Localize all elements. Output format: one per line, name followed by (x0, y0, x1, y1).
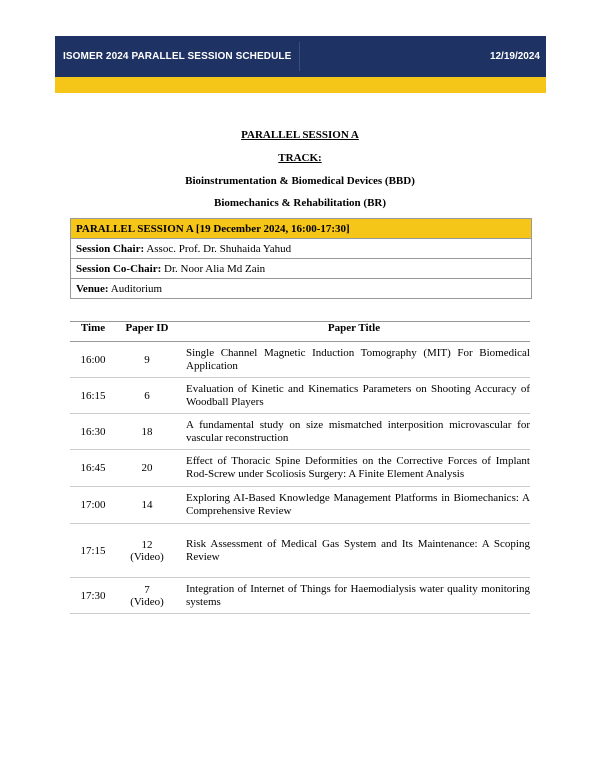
row-time: 17:30 (70, 578, 116, 614)
table-row (70, 414, 530, 450)
session-banner: PARALLEL SESSION A [19 December 2024, 16:00-17:30] (71, 219, 532, 239)
venue-value: Auditorium (110, 282, 163, 295)
chair-label: Session Chair: (76, 242, 145, 255)
row-time: 16:00 (70, 342, 116, 378)
row-paper-title: Effect of Thoracic Spine Deformities on the Corrective Forces of Implant Rod-Screw under Scoliosis Surgery: A Finite Element Analysis (178, 450, 530, 487)
chair-value: Assoc. Prof. Dr. Shuhaida Yahud (146, 242, 292, 255)
row-time: 17:00 (70, 487, 116, 524)
row-time: 16:30 (70, 414, 116, 450)
column-header-paper-title: Paper Title (178, 322, 530, 342)
row-paper-title: Integration of Internet of Things for Haemodialysis water quality monitoring systems (178, 578, 530, 614)
track-name-1: Bioinstrumentation & Biomedical Devices (BBD) (185, 175, 415, 187)
row-paper-title: A fundamental study on size mismatched interposition microvascular for vascular reconstruction (178, 414, 530, 450)
row-paper-id: 18 (116, 414, 178, 450)
schedule-header-row (70, 322, 530, 342)
row-paper-title: Risk Assessment of Medical Gas System and Its Maintenance: A Scoping Review (178, 524, 530, 578)
row-paper-title: Exploring AI-Based Knowledge Management Platforms in Biomechanics: A Comprehensive Review (178, 487, 530, 524)
cochair-label: Session Co-Chair: (76, 262, 162, 275)
row-paper-id: 9 (116, 342, 178, 378)
session-banner-row (71, 219, 532, 239)
session-info-table (70, 218, 532, 299)
table-row (70, 450, 530, 487)
row-paper-title: Single Channel Magnetic Induction Tomography (MIT) For Biomedical Application (178, 342, 530, 378)
row-paper-title: Evaluation of Kinetic and Kinematics Parameters on Shooting Accuracy of Woodball Players (178, 378, 530, 414)
row-paper-id: 12 (141, 538, 153, 551)
chair-row (71, 239, 532, 259)
table-row (70, 578, 530, 614)
row-time: 17:15 (70, 524, 116, 578)
header-title: ISOMER 2024 PARALLEL SESSION SCHEDULE (63, 51, 292, 62)
track-name-2: Biomechanics & Rehabilitation (BR) (213, 197, 387, 209)
schedule-table (70, 321, 530, 614)
row-paper-id-cell (116, 578, 178, 614)
cochair-row (71, 259, 532, 279)
session-heading: PARALLEL SESSION A (241, 129, 359, 141)
row-time: 16:45 (70, 450, 116, 487)
row-paper-id: 7 (144, 583, 150, 596)
track-label: TRACK: (278, 152, 322, 164)
row-paper-id-note: (Video) (130, 595, 164, 608)
row-paper-id: 14 (116, 487, 178, 524)
row-time: 16:15 (70, 378, 116, 414)
row-paper-id: 20 (116, 450, 178, 487)
row-paper-id: 6 (116, 378, 178, 414)
column-header-time: Time (70, 322, 116, 342)
header-divider (299, 42, 300, 71)
table-row (70, 342, 530, 378)
table-row (70, 487, 530, 524)
table-row (70, 524, 530, 578)
row-paper-id-note: (Video) (130, 550, 164, 563)
row-paper-id-cell (116, 524, 178, 578)
header-date: 12/19/2024 (489, 51, 540, 62)
venue-row (71, 279, 532, 299)
page-header (55, 36, 546, 77)
cochair-value: Dr. Noor Alia Md Zain (164, 262, 266, 275)
column-header-paper-id: Paper ID (116, 322, 178, 342)
venue-label: Venue: (76, 282, 109, 295)
header-accent-bar (55, 77, 546, 93)
table-row (70, 378, 530, 414)
